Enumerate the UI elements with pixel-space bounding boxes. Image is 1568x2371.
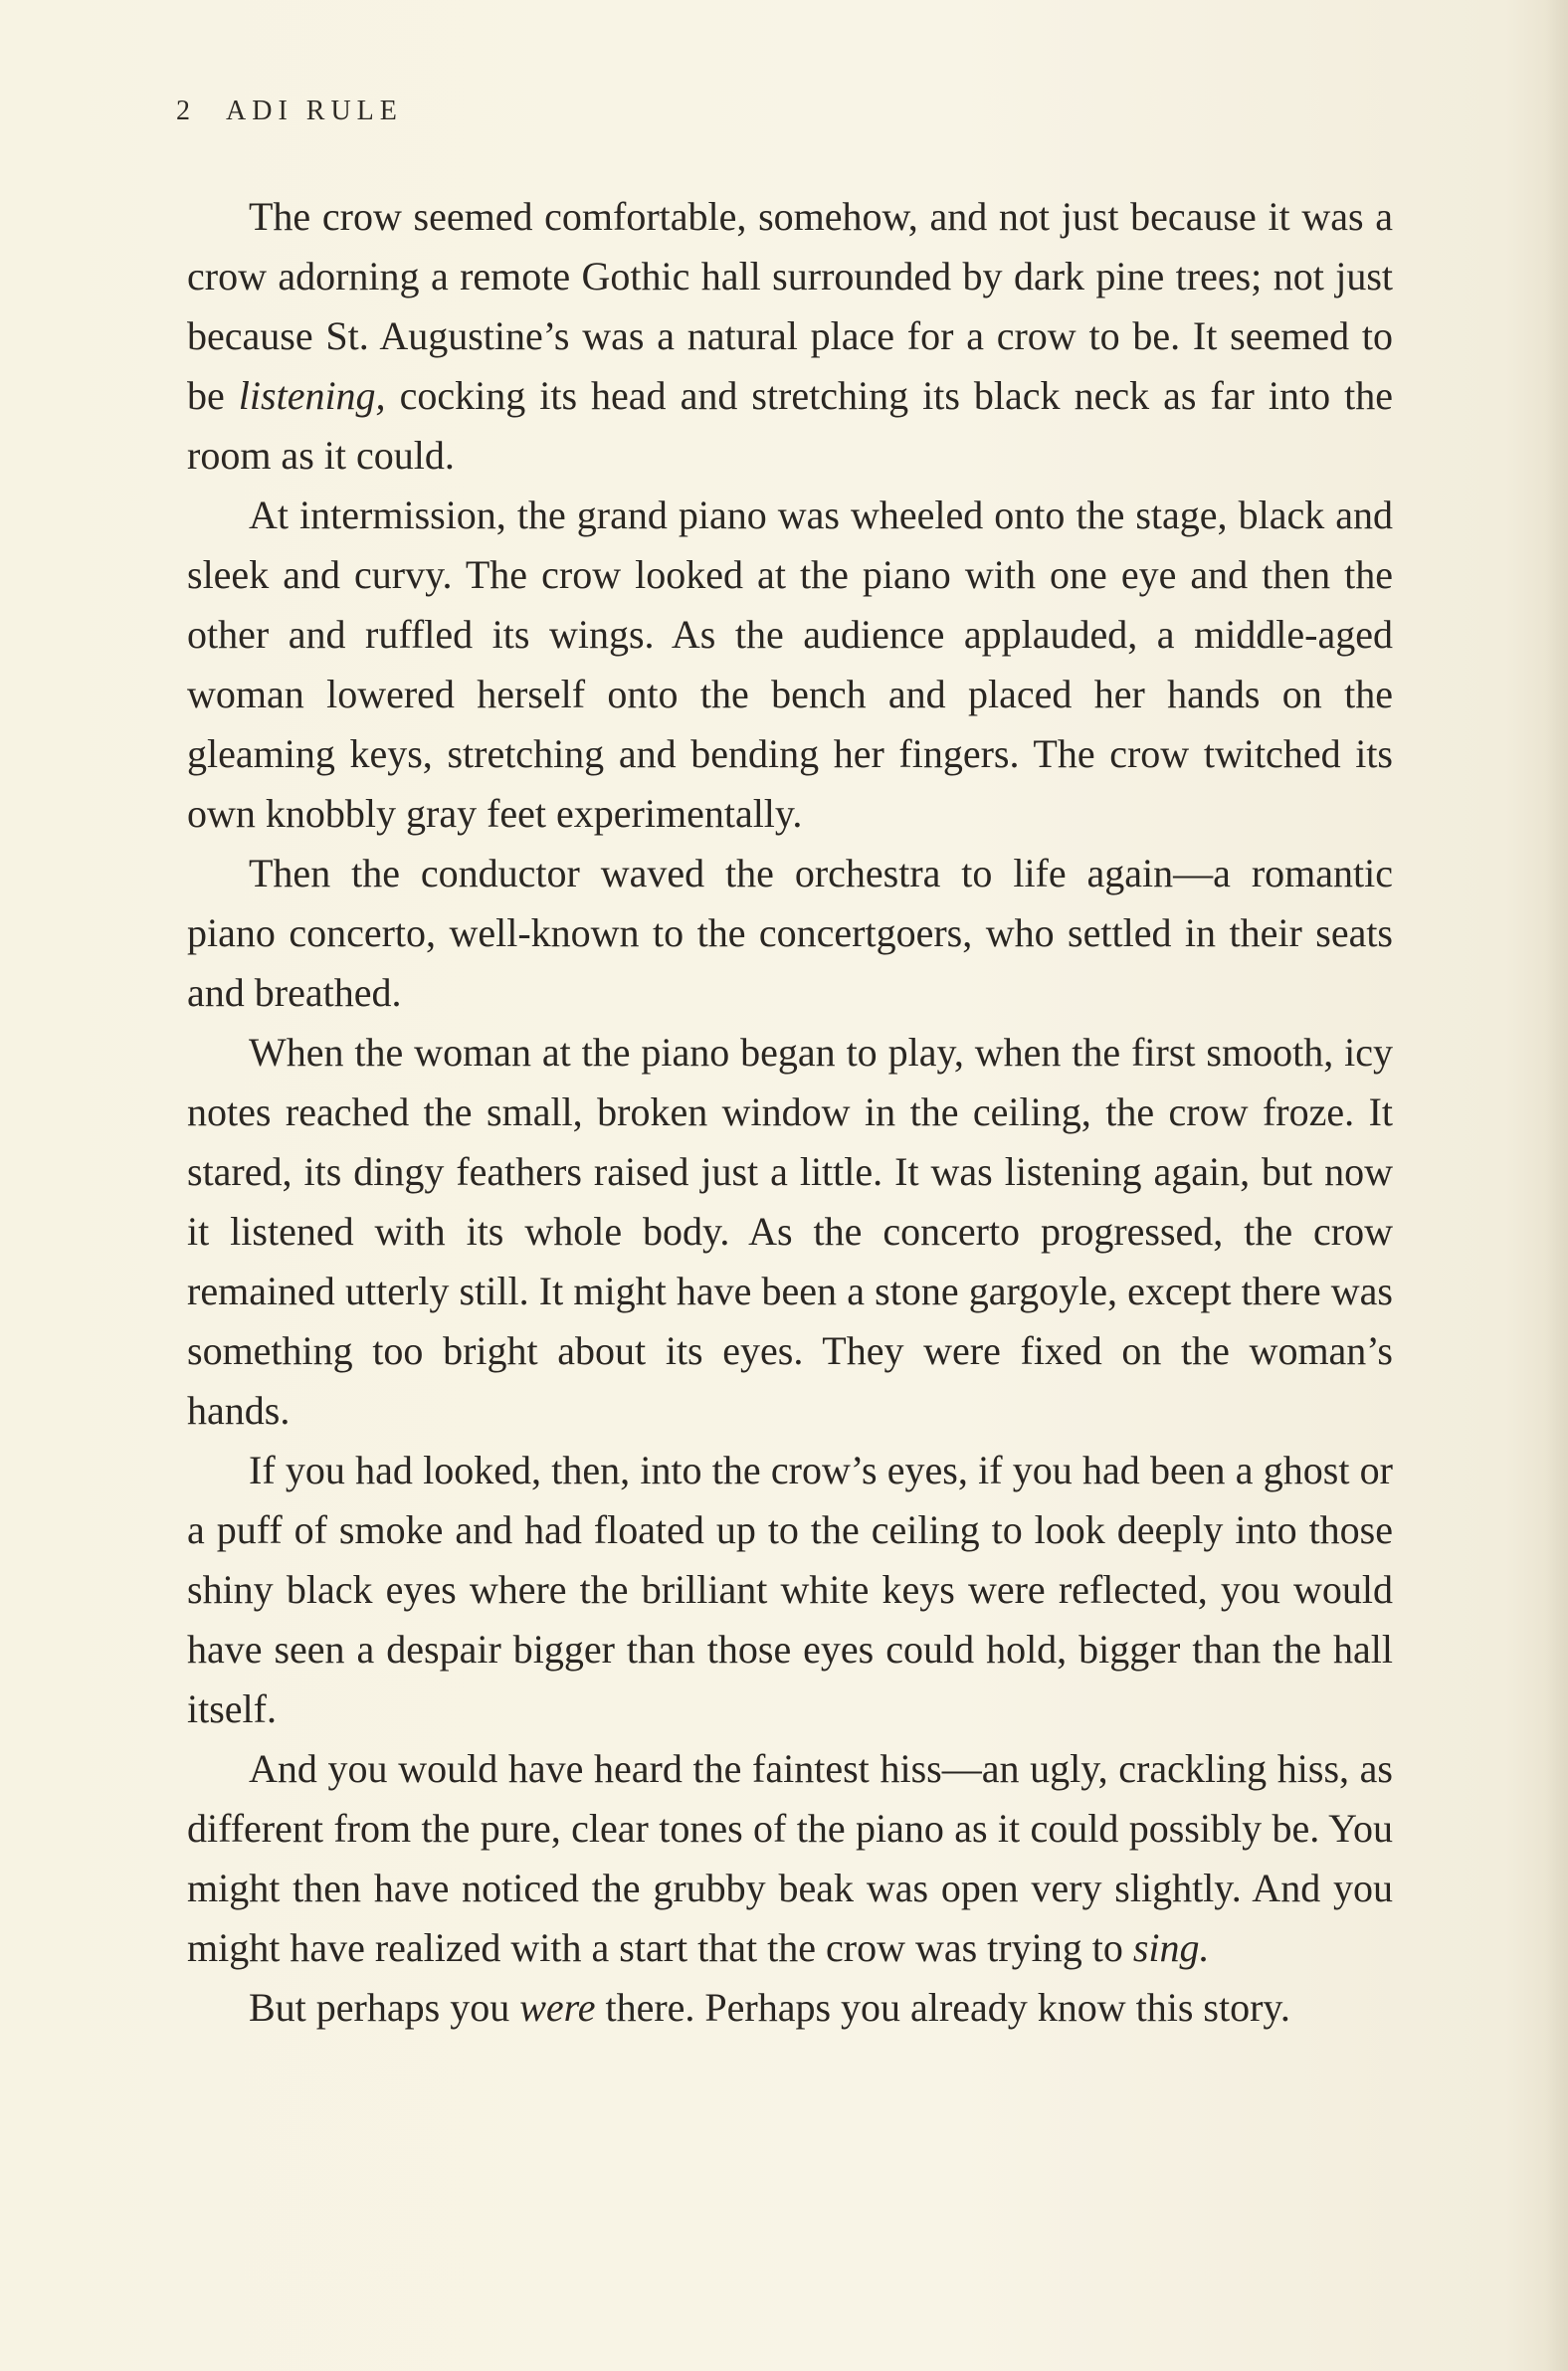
text-segment: At intermission, the grand piano was wheeled onto the stage, black and sleek and curvy. The crow looked at the piano with one eye and then the other and ruffled its wings. As the audience applauded, a middle-aged woman lowered herself onto the bench and placed her hands on the gleaming keys, stretching and bending her fingers. The crow twitched its own knobbly gray feet experimentally. xyxy=(187,493,1393,836)
paragraph xyxy=(187,1023,1393,1441)
running-head xyxy=(176,96,403,127)
text-segment: there. Perhaps you already know this story. xyxy=(595,1985,1290,2030)
paragraph xyxy=(187,1441,1393,1739)
italic-segment: were xyxy=(519,1985,596,2030)
body-text xyxy=(187,187,1393,2038)
text-segment: cocking its head and stretching its black neck as far into the room as it could. xyxy=(187,373,1393,478)
paragraph xyxy=(187,1978,1393,2038)
italic-segment: listening, xyxy=(238,373,386,418)
text-segment: And you would have heard the faintest hiss—an ugly, crackling hiss, as different from the pure, clear tones of the piano as it could possibly be. You might then have noticed the grubby beak was open very slightly. And you might have realized with a start that the crow was trying to xyxy=(187,1746,1393,1970)
author-name: ADI RULE xyxy=(226,96,403,126)
text-segment: But perhaps you xyxy=(249,1985,520,2030)
text-segment: If you had looked, then, into the crow’s eyes, if you had been a ghost or a puff of smoke and had floated up to the ceiling to look deeply into those shiny black eyes where the brilliant white keys were reflected, you would have seen a despair bigger than those eyes could hold, bigger than the hall itself. xyxy=(187,1448,1393,1731)
paragraph xyxy=(187,1739,1393,1978)
page-edge-shading xyxy=(1546,0,1568,2371)
paragraph xyxy=(187,486,1393,844)
italic-segment: sing. xyxy=(1132,1925,1210,1970)
paragraph xyxy=(187,844,1393,1023)
text-segment: When the woman at the piano began to play, when the first smooth, icy notes reached the small, broken window in the ceiling, the crow froze. It stared, its dingy feathers raised just a little. It was listening again, but now it listened with its whole body. As the concerto progressed, the crow remained utterly still. It might have been a stone gargoyle, except there was something too bright about its eyes. They were fixed on the woman’s hands. xyxy=(187,1030,1393,1433)
text-segment: The crow seemed comfortable, somehow, and not just because it was a crow adorning a remote Gothic hall surrounded by dark pine trees; not just because St. Augustine’s was a natural place for a crow to be. It seemed to be xyxy=(187,194,1393,418)
page-number: 2 xyxy=(176,96,190,126)
paragraph xyxy=(187,187,1393,486)
text-segment: Then the conductor waved the orchestra to life again—a romantic piano concerto, well-known to the concertgoers, who settled in their seats and breathed. xyxy=(187,851,1393,1015)
